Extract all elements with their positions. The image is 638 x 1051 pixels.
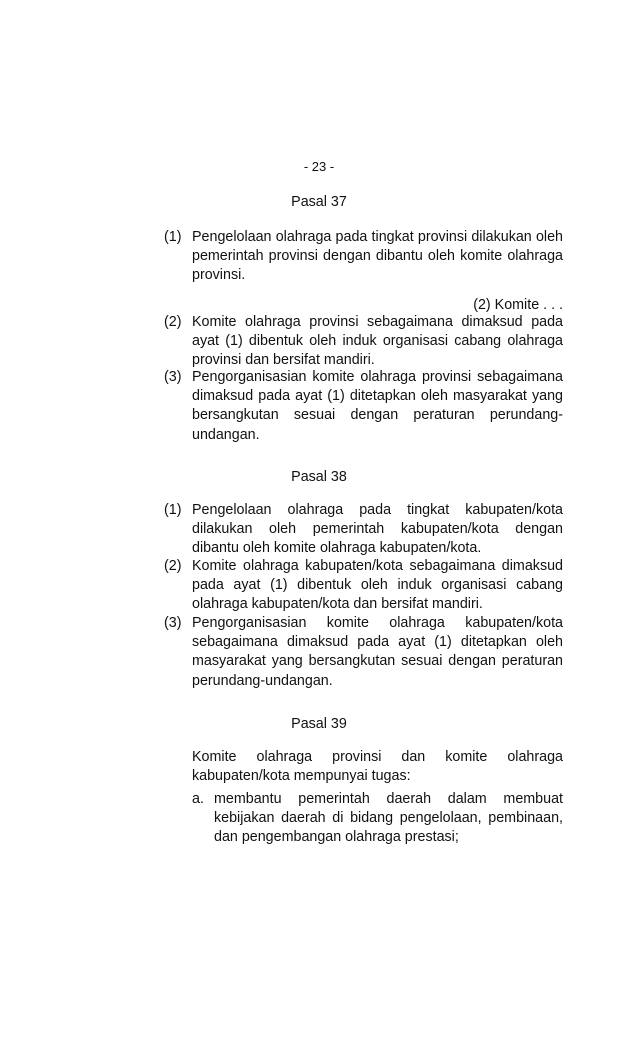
item-text: Pengorganisasian komite olahraga provinsi sebagaimana dimaksud pada ayat (1) ditetapkan oleh masyarakat yang bersangkutan sesuai dengan peraturan perundang-undangan. [192,369,563,443]
pasal-38-item-1 [164,501,563,559]
pasal-37-item-2 [164,313,563,371]
pasal-38-item-2 [164,557,563,615]
item-text: Pengelolaan olahraga pada tingkat kabupaten/kota dilakukan oleh pemerintah kabupaten/kota dengan dibantu oleh komite olahraga kabupaten/kota. [192,502,563,557]
item-text: membantu pemerintah daerah dalam membuat kebijakan daerah di bidang pengelolaan, pembinaan, dan pengembangan olahraga prestasi; [214,791,563,846]
item-text: Komite olahraga kabupaten/kota sebagaimana dimaksud pada ayat (1) dibentuk oleh induk organisasi cabang olahraga kabupaten/kota dan bersifat mandiri. [192,558,563,613]
pasal-39-item-a [192,790,563,848]
item-letter: a. [192,791,204,807]
pasal-39-intro: Komite olahraga provinsi dan komite olahraga kabupaten/kota mempunyai tugas: [192,749,563,785]
pasal-39-heading: Pasal 39 [291,716,347,732]
item-number: (3) [164,369,182,385]
item-text: Komite olahraga provinsi sebagaimana dimaksud pada ayat (1) dibentuk oleh induk organisasi cabang olahraga provinsi dan bersifat mandiri. [192,314,563,369]
pasal-37-item-1 [164,228,563,286]
page-number: - 23 - [303,159,335,174]
item-text: Pengorganisasian komite olahraga kabupaten/kota sebagaimana dimaksud pada ayat (1) ditetapkan oleh masyarakat yang bersangkutan sesuai dengan peraturan perundang-undangan. [192,615,563,689]
pasal-38-item-3 [164,614,563,691]
pasal-37-heading: Pasal 37 [291,194,347,210]
catchword: (2) Komite . . . [473,297,563,313]
pasal-38-heading: Pasal 38 [291,469,347,485]
item-number: (1) [164,502,182,518]
item-text: Pengelolaan olahraga pada tingkat provinsi dilakukan oleh pemerintah provinsi dengan dibantu oleh komite olahraga provinsi. [192,229,563,284]
item-number: (2) [164,558,182,574]
item-number: (1) [164,229,182,245]
item-number: (2) [164,314,182,330]
item-number: (3) [164,615,182,631]
pasal-37-item-3 [164,368,563,445]
